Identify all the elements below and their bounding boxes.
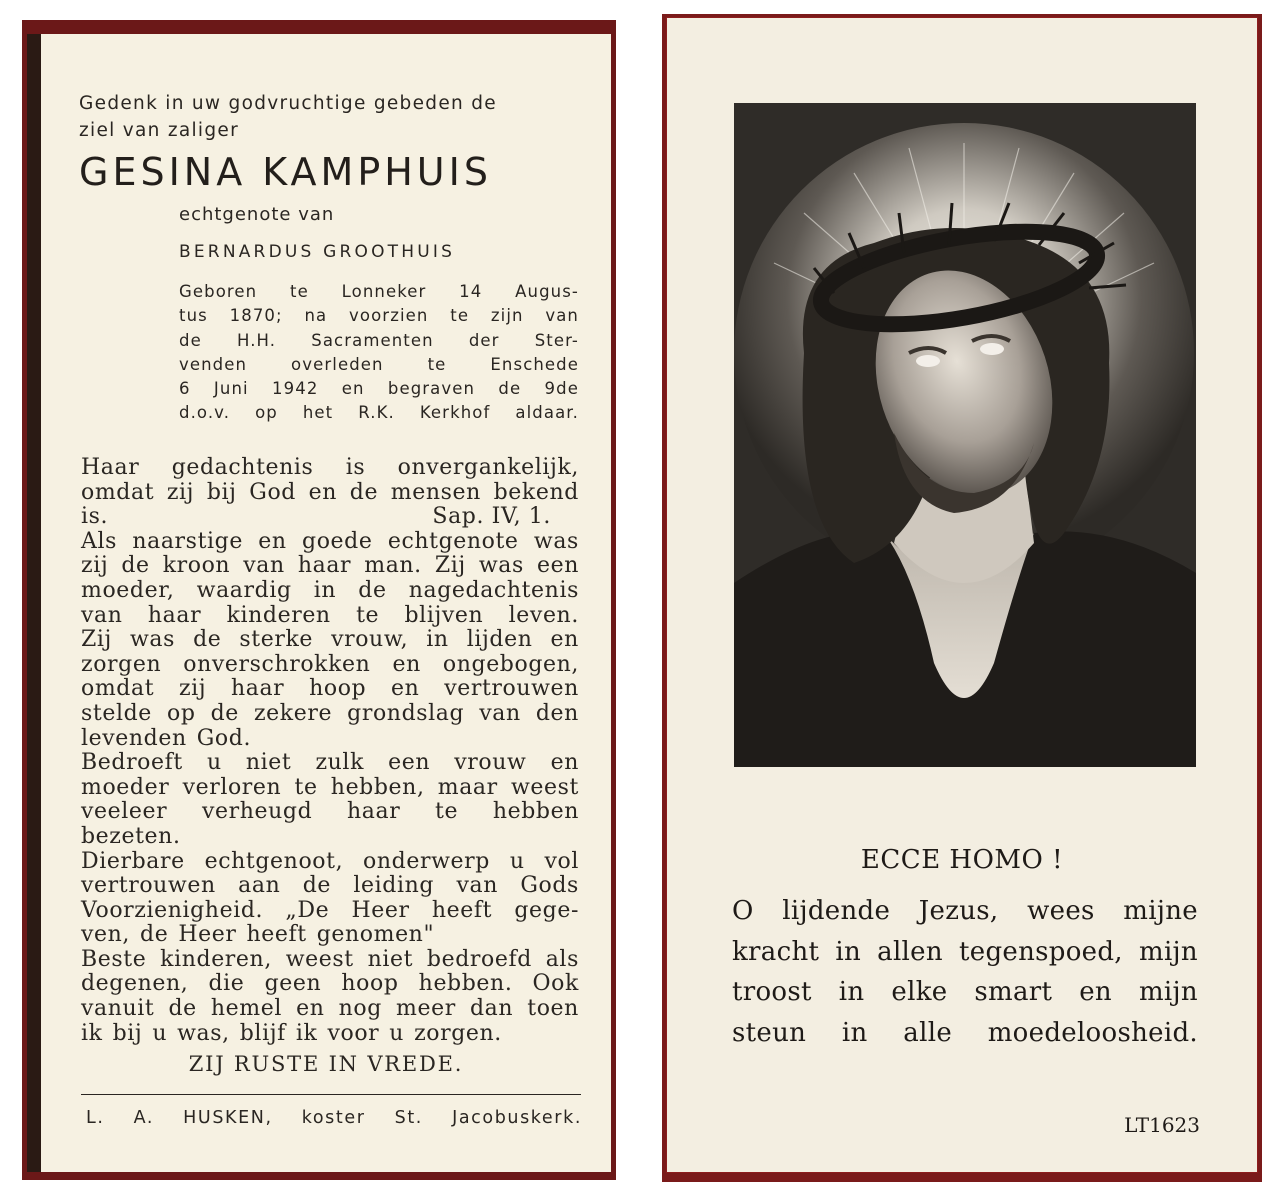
divider: [81, 1094, 581, 1095]
word: Dierbare: [81, 848, 185, 874]
word: van: [479, 700, 521, 726]
word: O: [732, 896, 754, 926]
body-line: [81, 653, 579, 678]
word: haar: [347, 799, 401, 825]
word: Beste: [81, 946, 147, 972]
word: u: [389, 1020, 405, 1046]
body-line: [81, 751, 579, 776]
word: meer: [396, 996, 456, 1022]
body-line: [81, 874, 579, 899]
word: veeleer: [81, 799, 168, 825]
word: Jacobuskerk.: [452, 1108, 582, 1128]
word: en: [308, 479, 338, 505]
word: elke: [891, 977, 948, 1008]
word: u: [509, 848, 525, 874]
word: zij: [81, 553, 109, 579]
biography: [179, 280, 579, 426]
word: Zij: [434, 553, 466, 579]
prayer-line: [732, 932, 1198, 973]
word: heeft: [431, 897, 493, 923]
memorial-card-text-side: [22, 20, 616, 1180]
word: stelde: [81, 700, 152, 726]
word: blijf: [239, 1020, 286, 1046]
word: mensen: [390, 479, 481, 505]
body-line: [81, 727, 579, 752]
word: blijven: [404, 602, 484, 628]
word: den: [535, 700, 579, 726]
intro-line: ziel van zaliger: [79, 120, 240, 141]
word: als: [545, 946, 579, 972]
bio-line: venden overleden te Enschede: [179, 354, 579, 374]
word: de: [121, 553, 150, 579]
body-line: [81, 776, 579, 801]
word: wees: [1027, 896, 1095, 926]
word: de: [349, 479, 379, 505]
word: verheugd: [201, 799, 313, 825]
word: Jezus,: [918, 896, 999, 926]
word: L.: [86, 1108, 105, 1128]
prayer-text: [732, 891, 1198, 1054]
body-line: [81, 948, 579, 973]
intro-line: Gedenk in uw godvruchtige gebeden de: [79, 93, 497, 114]
word: zij: [178, 676, 207, 702]
word: die: [208, 971, 245, 997]
word: alle: [903, 1018, 952, 1049]
word: levenden: [81, 725, 187, 751]
word: u: [206, 750, 222, 776]
word: heeft: [246, 922, 307, 948]
word: gege-: [514, 897, 579, 923]
body-line: [81, 997, 579, 1022]
word: Voorzienigheid.: [81, 897, 264, 923]
word: in: [841, 1018, 868, 1049]
spouse-label: echtgenote van: [179, 204, 335, 225]
verse-source: Sap. IV, 1.: [432, 504, 551, 530]
word: God: [249, 479, 296, 505]
word: in: [313, 577, 337, 603]
word: de: [193, 627, 222, 653]
word: en: [550, 750, 579, 776]
prayer-line: [732, 891, 1198, 932]
word: was: [533, 528, 579, 554]
word: Heer: [178, 922, 237, 948]
body-line: [81, 899, 579, 924]
word: hebben.: [418, 971, 513, 997]
word: troost: [732, 977, 812, 1008]
word: kinderen,: [160, 946, 272, 972]
body-line: [81, 702, 579, 727]
word: in: [838, 977, 865, 1008]
word: nagedachtenis: [408, 577, 579, 603]
word: hebben: [492, 799, 579, 825]
prayer-line: [732, 972, 1198, 1013]
word: genomen": [316, 922, 435, 948]
body-line: [81, 972, 579, 997]
word: Gods: [520, 873, 579, 899]
word: te: [435, 799, 459, 825]
word: verloren: [182, 774, 282, 800]
word: zorgen: [81, 651, 162, 677]
bio-line: 6 Juni 1942 en begraven de 9de: [179, 379, 579, 399]
body-line: [81, 923, 579, 948]
word: smart: [974, 977, 1053, 1008]
word: moedeloosheid.: [987, 1018, 1198, 1049]
body-line: [81, 628, 579, 653]
word: leiding: [353, 873, 435, 899]
word: degenen,: [81, 971, 189, 997]
word: Als: [81, 528, 118, 554]
word: onverschrokken: [183, 651, 371, 677]
word: een: [388, 750, 431, 776]
word: Haar: [81, 455, 140, 480]
word: tegenspoed,: [959, 936, 1123, 967]
word: waardig: [196, 577, 292, 603]
word: de: [358, 577, 387, 603]
verse-line: [81, 481, 579, 506]
word: de: [302, 873, 332, 899]
word: de: [140, 922, 169, 948]
body-line: [81, 604, 579, 629]
word: vol: [544, 848, 579, 874]
ecce-homo-portrait: [734, 103, 1196, 767]
card-paper: [27, 34, 611, 1172]
word: in: [426, 627, 449, 653]
word: en: [550, 627, 579, 653]
word: u: [152, 1020, 168, 1046]
verse-source-row: [81, 505, 579, 530]
word: op: [166, 700, 196, 726]
word: ik: [295, 1020, 318, 1046]
word: en: [392, 651, 421, 677]
word: niet: [245, 750, 292, 776]
body-line: [81, 579, 579, 604]
spouse-name: BERNARDUS GROOTHUIS: [179, 242, 456, 262]
word: A.: [133, 1108, 155, 1128]
word: dan: [469, 996, 514, 1022]
closing-line: ZIJ RUSTE IN VREDE.: [188, 1052, 464, 1076]
body-line: [81, 1022, 579, 1047]
prayer-line: [732, 1013, 1198, 1054]
bio-line: d.o.v. op het R.K. Kerkhof aldaar.: [179, 403, 579, 423]
word: haar: [297, 553, 352, 579]
word: maar: [437, 774, 498, 800]
word: sterke: [239, 627, 314, 653]
word: ongebogen,: [442, 651, 579, 677]
word: bij: [206, 479, 237, 505]
body-line: [81, 825, 579, 850]
word: van: [81, 602, 123, 628]
word: mijn: [1138, 977, 1198, 1008]
intro-text: [79, 90, 579, 144]
word: van: [456, 873, 498, 899]
word: zulk: [315, 750, 364, 776]
word: lijden: [466, 627, 533, 653]
word: kroon: [162, 553, 231, 579]
word: en: [1079, 977, 1112, 1008]
verse-line: [81, 456, 579, 481]
word: onvergankelijk,: [397, 455, 579, 480]
body-line: [81, 800, 579, 825]
word: vanuit: [81, 996, 155, 1022]
card-code: LT1623: [1124, 1113, 1200, 1137]
body-paragraphs: [81, 530, 579, 1046]
body-line: [81, 677, 579, 702]
word: de: [210, 700, 239, 726]
deceased-name: GESINA KAMPHUIS: [79, 150, 492, 194]
word: moeder,: [81, 577, 175, 603]
word: ik: [81, 1020, 103, 1046]
word: haar: [147, 602, 202, 628]
bio-line: Geboren te Lonneker 14 Augus-: [179, 282, 579, 301]
word: aan: [238, 873, 281, 899]
word: moeder: [81, 774, 170, 800]
verse-end: is.: [81, 504, 109, 530]
word: weest: [510, 774, 579, 800]
word: vertrouwen: [81, 873, 216, 899]
word: een: [536, 553, 579, 579]
word: omdat: [81, 479, 155, 505]
word: van: [243, 553, 285, 579]
word: vrouw,: [331, 627, 409, 653]
word: kinderen: [226, 602, 331, 628]
word: St.: [394, 1108, 423, 1128]
word: te: [356, 602, 380, 628]
word: man.: [364, 553, 422, 579]
word: hebben,: [330, 774, 425, 800]
word: hoop: [309, 676, 367, 702]
word: echtgenoot,: [204, 848, 344, 874]
word: naarstige: [132, 528, 243, 554]
word: lijdende: [782, 896, 891, 926]
word: was,: [177, 1020, 230, 1046]
word: „De: [285, 897, 330, 923]
word: weest: [285, 946, 354, 972]
bio-line: tus 1870; na voorzien te zijn van: [179, 306, 579, 326]
word: koster: [301, 1108, 366, 1128]
word: Bedroeft: [81, 750, 183, 776]
memorial-text: [81, 456, 579, 1046]
word: hoop: [341, 971, 399, 997]
word: bedroefd: [426, 946, 532, 972]
word: leven.: [508, 602, 579, 628]
word: zorgen.: [414, 1020, 502, 1046]
word: in: [835, 936, 862, 967]
word: mijn: [1138, 936, 1198, 967]
word: zij: [166, 479, 195, 505]
word: haar: [230, 676, 285, 702]
word: zekere: [253, 700, 333, 726]
body-line: [81, 554, 579, 579]
word: hemel: [210, 996, 283, 1022]
body-line: [81, 530, 579, 555]
word: kracht: [732, 936, 820, 967]
word: onderwerp: [363, 848, 490, 874]
word: HUSKEN,: [183, 1108, 273, 1128]
word: was: [129, 627, 176, 653]
word: de: [168, 996, 197, 1022]
word: toen: [527, 996, 579, 1022]
word: is: [345, 455, 366, 480]
word: ven,: [81, 922, 131, 948]
bio-line: de H.H. Sacramenten der Ster-: [179, 330, 579, 350]
word: en: [258, 528, 287, 554]
word: nog: [338, 996, 382, 1022]
word: Zij: [81, 627, 112, 653]
word: grondslag: [347, 700, 465, 726]
word: niet: [367, 946, 414, 972]
body-line: [81, 850, 579, 875]
word: Ook: [532, 971, 579, 997]
word: was: [478, 553, 524, 579]
word: bij: [112, 1020, 143, 1046]
word: gedachtenis: [171, 455, 314, 480]
word: voor: [327, 1020, 380, 1046]
portrait-illustration: [734, 103, 1196, 767]
word: geen: [264, 971, 322, 997]
word: steun: [732, 1018, 807, 1049]
word: Heer: [351, 897, 410, 923]
word: echtgenote: [387, 528, 519, 554]
word: vrouw: [454, 750, 527, 776]
memorial-card-image-side: [662, 14, 1262, 1182]
printer-credit: [86, 1108, 582, 1128]
word: omdat: [81, 676, 155, 702]
word: vertrouwen: [444, 676, 579, 702]
word: te: [294, 774, 318, 800]
word: en: [391, 676, 420, 702]
image-title: ECCE HOMO !: [860, 845, 1064, 875]
word: bezeten.: [81, 823, 181, 849]
word: en: [296, 996, 325, 1022]
word: God.: [196, 725, 252, 751]
word: goede: [302, 528, 373, 554]
word: allen: [877, 936, 943, 967]
word: mijne: [1123, 896, 1198, 926]
word: bekend: [493, 479, 579, 505]
